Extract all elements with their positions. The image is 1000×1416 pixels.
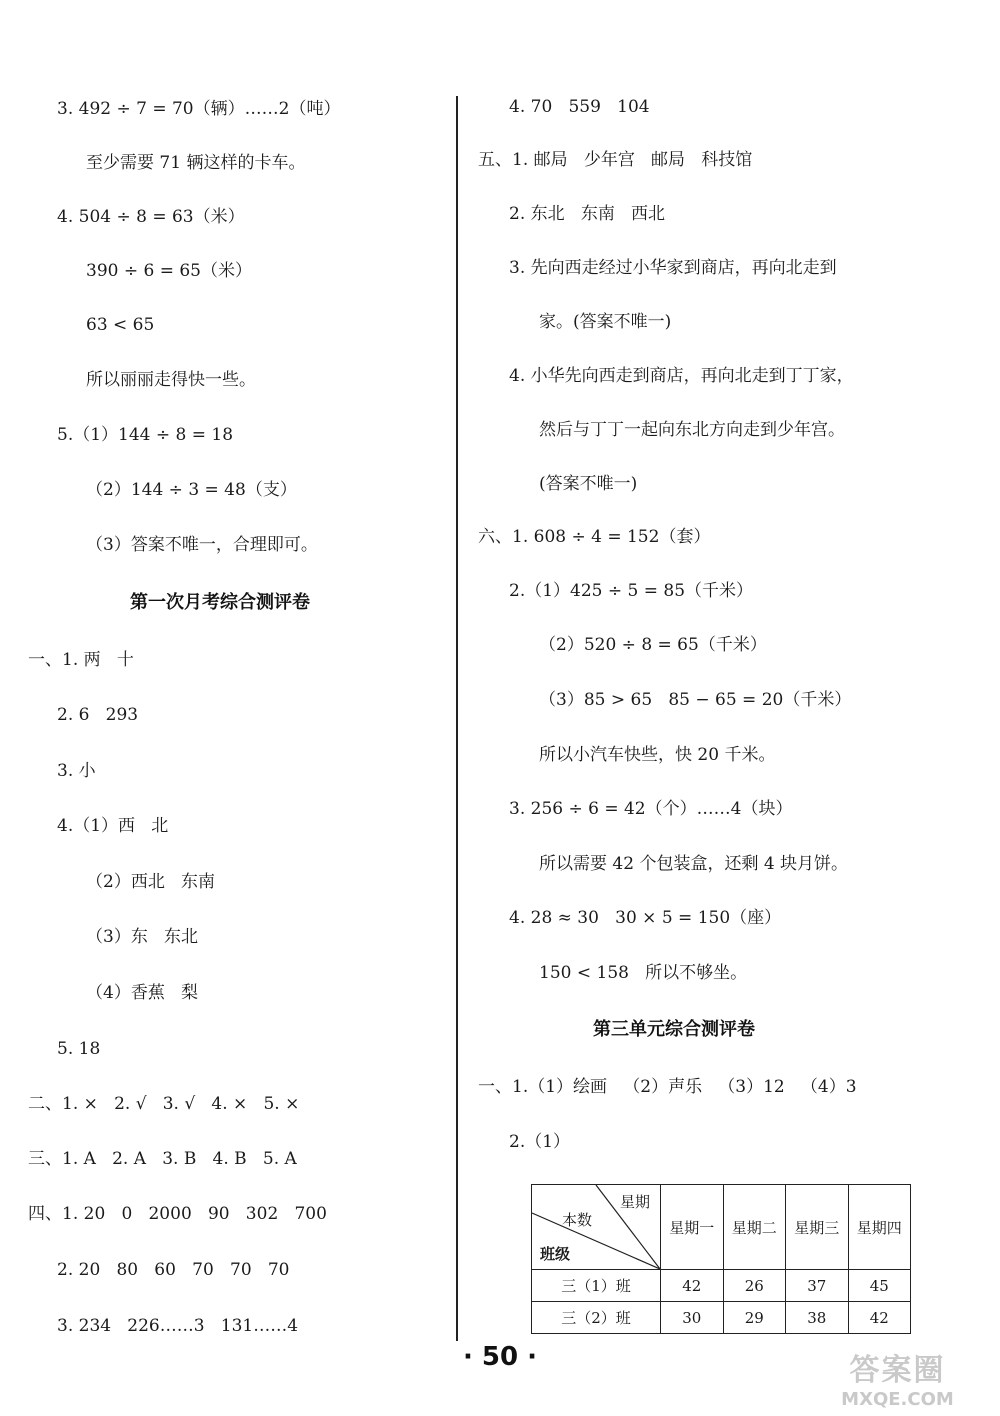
left-line-16: （4）香蕉 梨 [86, 983, 199, 1003]
watermark-url-text: MXQE.COM [841, 1389, 954, 1410]
left-line-1: 3. 492 ÷ 7 = 70（辆）……2（吨） [57, 99, 341, 119]
right-line-2: 五、1. 邮局 少年宫 邮局 科技馆 [478, 150, 753, 170]
left-line-2: 至少需要 71 辆这样的卡车。 [86, 153, 306, 173]
right-line-13: 所以小汽车快些，快 20 千米。 [539, 745, 776, 765]
right-line-8: (答案不唯一) [539, 474, 638, 494]
left-line-21: 2. 20 80 60 70 70 70 [57, 1260, 290, 1280]
right-line-9: 六、1. 608 ÷ 4 = 152（套） [478, 527, 711, 547]
right-line-4: 3. 先向西走经过小华家到商店，再向北走到 [509, 258, 837, 278]
right-line-12: （3）85 > 65 85 − 65 = 20（千米） [539, 690, 852, 710]
left-line-10: 一、1. 两 十 [28, 650, 134, 670]
corner-label-count: 本数 [562, 1211, 593, 1229]
page-number: · 50 · [462, 1342, 538, 1372]
table-header-cell: 星期四 [848, 1185, 911, 1270]
right-line-1: 4. 70 559 104 [509, 97, 650, 117]
right-line-11: （2）520 ÷ 8 = 65（千米） [539, 635, 767, 655]
right-line-18: 一、1.（1）绘画 （2）声乐 （3）12 （4）3 [478, 1077, 857, 1097]
table-cell: 45 [848, 1270, 911, 1302]
table-cell: 30 [661, 1302, 724, 1334]
left-line-5: 63 < 65 [86, 315, 155, 335]
right-line-16: 4. 28 ≈ 30 30 × 5 = 150（座） [509, 908, 782, 928]
table-row [532, 1302, 911, 1334]
table-corner-cell [532, 1185, 661, 1270]
right-line-3: 2. 东北 东南 西北 [509, 204, 666, 224]
left-line-20: 四、1. 20 0 2000 90 302 700 [28, 1204, 327, 1224]
left-line-14: （2）西北 东南 [86, 872, 216, 892]
right-line-6: 4. 小华先向西走到商店，再向北走到丁丁家， [509, 366, 854, 386]
table-header-row [532, 1185, 911, 1270]
right-line-14: 3. 256 ÷ 6 = 42（个）……4（块） [509, 799, 793, 819]
right-line-5: 家。(答案不唯一) [539, 312, 672, 332]
watermark-top-text: 答案圈 [849, 1353, 946, 1388]
right-line-19: 2.（1） [509, 1132, 571, 1152]
table-row [532, 1270, 911, 1302]
section-heading-first-monthly-test: 第一次月考综合测评卷 [130, 592, 310, 613]
left-line-6: 所以丽丽走得快一些。 [86, 370, 256, 390]
left-line-4: 390 ÷ 6 = 65（米） [86, 261, 252, 281]
watermark-logo [795, 1345, 1000, 1416]
table-header-cell: 星期三 [786, 1185, 849, 1270]
table-cell: 29 [723, 1302, 786, 1334]
table-cell: 37 [786, 1270, 849, 1302]
column-divider [456, 96, 458, 1341]
left-line-11: 2. 6 293 [57, 705, 139, 725]
table-cell: 42 [661, 1270, 724, 1302]
right-line-7: 然后与丁丁一起向东北方向走到少年宫。 [539, 420, 845, 440]
left-line-13: 4.（1）西 北 [57, 816, 169, 836]
corner-label-weekday: 星期 [619, 1193, 650, 1211]
right-line-10: 2.（1）425 ÷ 5 = 85（千米） [509, 581, 754, 601]
left-line-8: （2）144 ÷ 3 = 48（支） [86, 480, 297, 500]
table-cell: 26 [723, 1270, 786, 1302]
right-line-15: 所以需要 42 个包装盒，还剩 4 块月饼。 [539, 854, 849, 874]
table-header-cell: 星期二 [723, 1185, 786, 1270]
left-line-3: 4. 504 ÷ 8 = 63（米） [57, 207, 245, 227]
left-line-22: 3. 234 226……3 131……4 [57, 1316, 299, 1336]
left-line-9: （3）答案不唯一，合理即可。 [86, 535, 318, 555]
left-line-12: 3. 小 [57, 761, 96, 781]
section-heading-unit-three-test: 第三单元综合测评卷 [593, 1019, 755, 1040]
left-line-19: 三、1. A 2. A 3. B 4. B 5. A [28, 1149, 297, 1169]
left-line-7: 5.（1）144 ÷ 8 = 18 [57, 425, 234, 445]
left-line-18: 二、1. × 2. √ 3. √ 4. × 5. × [28, 1094, 300, 1114]
table-cell: 42 [848, 1302, 911, 1334]
reading-count-table [531, 1184, 911, 1334]
right-line-17: 150 < 158 所以不够坐。 [539, 963, 748, 983]
table-cell: 38 [786, 1302, 849, 1334]
left-line-15: （3）东 东北 [86, 927, 199, 947]
corner-label-class: 班级 [540, 1245, 571, 1263]
table-row-label: 三（1）班 [532, 1270, 661, 1302]
left-line-17: 5. 18 [57, 1039, 101, 1059]
table-row-label: 三（2）班 [532, 1302, 661, 1334]
table-header-cell: 星期一 [661, 1185, 724, 1270]
